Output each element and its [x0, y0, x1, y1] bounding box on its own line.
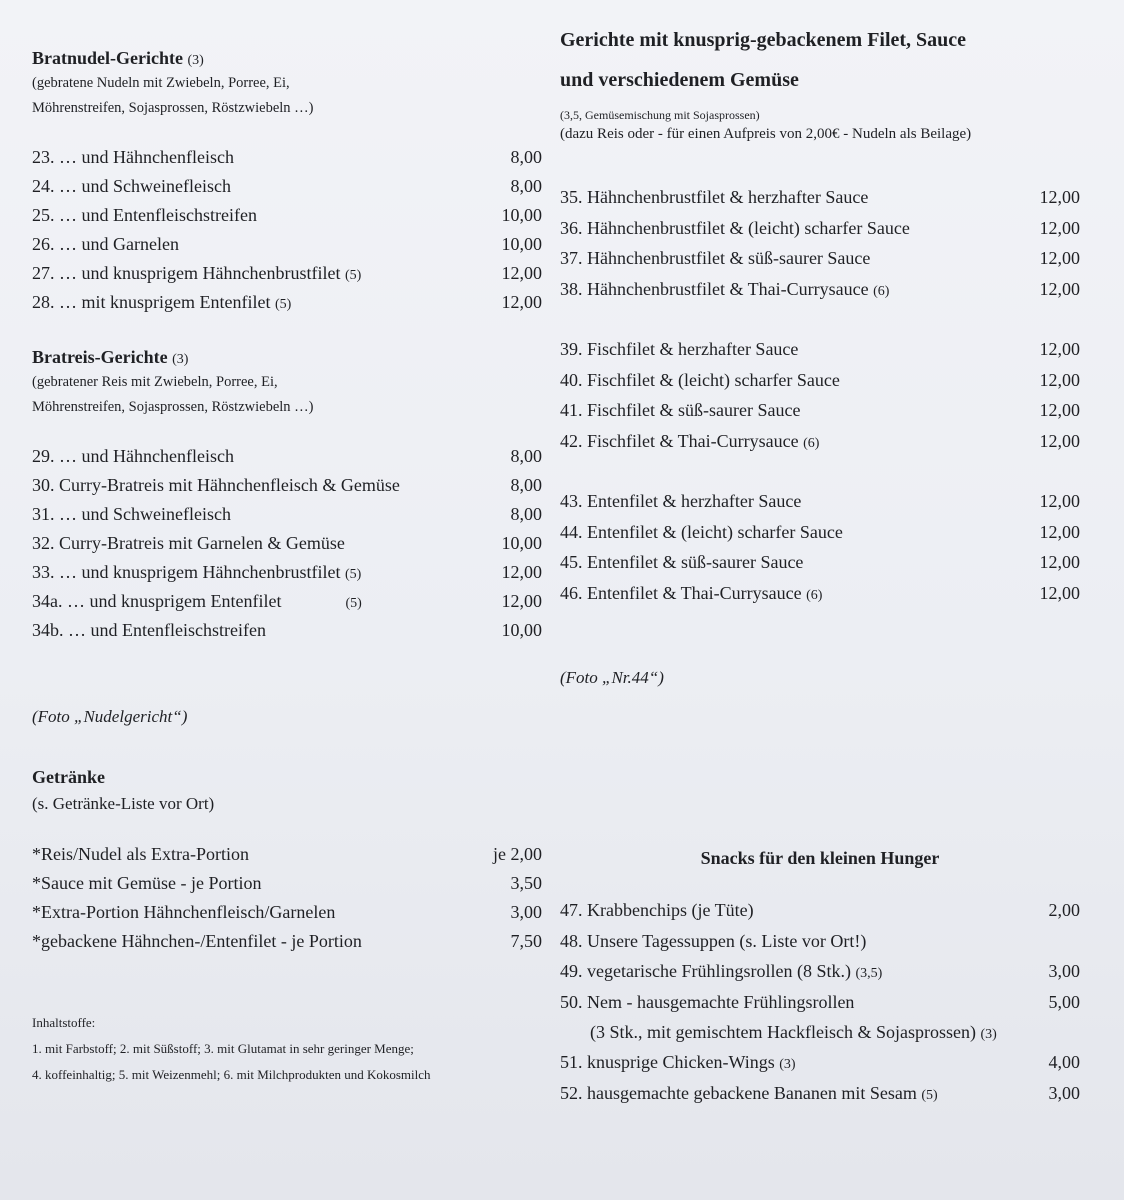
filet-group-duck: [560, 486, 1080, 608]
menu-item: 26. … und Garnelen 10,00: [32, 234, 542, 254]
menu-item: 47. Krabbenchips (je Tüte) 2,00: [560, 900, 1080, 920]
menu-item: *Sauce mit Gemüse - je Portion 3,50: [32, 873, 542, 893]
filet-group-chicken: [560, 182, 1080, 304]
menu-item: 29. … und Hähnchenfleisch 8,00: [32, 446, 542, 466]
right-column: [560, 20, 1080, 1108]
menu-item: 50. Nem - hausgemachte Frühlingsrollen 5,00: [560, 991, 1080, 1012]
menu-item: *Extra-Portion Hähnchenfleisch/Garnelen 3,00: [32, 902, 542, 922]
menu-item: 30. Curry-Bratreis mit Hähnchenfleisch & Gemüse 8,00: [32, 475, 542, 495]
menu-item: 23. … und Hähnchenfleisch 8,00: [32, 147, 542, 167]
menu-item: 45. Entenfilet & süß-saurer Sauce 12,00: [560, 552, 1080, 572]
menu-item: 34a. … und knusprigem Entenfilet (5) 12,00: [32, 591, 542, 611]
getraenke-heading: Getränke: [32, 767, 105, 787]
menu-item: 24. … und Schweinefleisch 8,00: [32, 176, 542, 196]
bratnudel-heading: Bratnudel-Gerichte (3): [32, 48, 204, 68]
menu-item: 33. … und knusprigem Hähnchenbrustfilet (5) 12,00: [32, 562, 542, 582]
menu-item: 28. … mit knusprigem Entenfilet (5) 12,00: [32, 292, 542, 312]
menu-item: 32. Curry-Bratreis mit Garnelen & Gemüse 10,00: [32, 533, 542, 553]
menu-item: 34b. … und Entenfleischstreifen 10,00: [32, 620, 542, 640]
getraenke-subtitle: (s. Getränke-Liste vor Ort): [32, 794, 215, 813]
menu-item: 41. Fischfilet & süß-saurer Sauce 12,00: [560, 400, 1080, 420]
menu-item: 35. Hähnchenbrustfilet & herzhafter Sauce 12,00: [560, 187, 1080, 207]
left-column: [32, 48, 542, 1088]
menu-item-continuation: (3 Stk., mit gemischtem Hackfleisch & Sojasprossen) (3): [590, 1022, 997, 1042]
menu-item: 48. Unsere Tagessuppen (s. Liste vor Ort!): [560, 930, 867, 951]
bratnudel-list: [32, 143, 542, 317]
menu-item: 51. knusprige Chicken-Wings (3) 4,00: [560, 1052, 1080, 1072]
menu-item: 46. Entenfilet & Thai-Currysauce (6) 12,00: [560, 582, 1080, 603]
menu-item: *gebackene Hähnchen-/Entenfilet - je Portion 7,50: [32, 931, 542, 951]
menu-item: 31. … und Schweinefleisch 8,00: [32, 504, 542, 524]
filet-heading: Gerichte mit knusprig-gebackenem Filet, Sauce und verschiedenem Gemüse: [560, 29, 967, 91]
menu-item: 25. … und Entenfleischstreifen 10,00: [32, 205, 542, 225]
menu-item: 37. Hähnchenbrustfilet & süß-saurer Sauce 12,00: [560, 248, 1080, 268]
menu-item: 39. Fischfilet & herzhafter Sauce 12,00: [560, 339, 1080, 359]
menu-item: 49. vegetarische Frühlingsrollen (8 Stk.) (3,5) 3,00: [560, 961, 1080, 981]
menu-item: *Reis/Nudel als Extra-Portion je 2,00: [32, 844, 542, 864]
bratreis-list: [32, 442, 542, 645]
menu-item: 52. hausgemachte gebackene Bananen mit Sesam (5) 3,00: [560, 1082, 1080, 1103]
menu-item: 43. Entenfilet & herzhafter Sauce 12,00: [560, 491, 1080, 511]
menu-item: 27. … und knusprigem Hähnchenbrustfilet (5) 12,00: [32, 263, 542, 283]
bratnudel-description: (gebratene Nudeln mit Zwiebeln, Porree, Ei, Möhrenstreifen, Sojasprossen, Röstzwiebeln …): [32, 75, 314, 116]
filet-subtitle: (dazu Reis oder - für einen Aufpreis von 2,00€ - Nudeln als Beilage): [560, 126, 972, 142]
snacks-list: [560, 895, 1080, 1108]
filet-group-fish: [560, 334, 1080, 456]
bratreis-heading: Bratreis-Gerichte (3): [32, 347, 189, 367]
filet-note: (3,5, Gemüsemischung mit Sojasprossen): [560, 108, 760, 122]
menu-item: 38. Hähnchenbrustfilet & Thai-Currysauce (6) 12,00: [560, 278, 1080, 299]
bratreis-description: (gebratener Reis mit Zwiebeln, Porree, Ei, Möhrenstreifen, Sojasprossen, Röstzwiebeln …): [32, 374, 314, 415]
photo-caption-nr44: (Foto „Nr.44“): [560, 668, 664, 687]
inhaltsstoffe: Inhaltstoffe: 1. mit Farbstoff; 2. mit Süßstoff; 3. mit Glutamat in sehr geringer Menge; 4. koffeinhaltig; 5. mit Weizenmehl; 6. mit Milchprodukten und Kokosmilch: [32, 1015, 431, 1082]
snacks-heading: Snacks für den kleinen Hunger: [700, 848, 940, 868]
photo-caption-nudel: (Foto „Nudelgericht“): [32, 707, 188, 726]
menu-item: 42. Fischfilet & Thai-Currysauce (6) 12,00: [560, 430, 1080, 451]
menu-item: 40. Fischfilet & (leicht) scharfer Sauce 12,00: [560, 369, 1080, 390]
menu-item: 44. Entenfilet & (leicht) scharfer Sauce 12,00: [560, 521, 1080, 542]
menu-item: 36. Hähnchenbrustfilet & (leicht) scharfer Sauce 12,00: [560, 217, 1080, 238]
extras-list: [32, 840, 542, 956]
